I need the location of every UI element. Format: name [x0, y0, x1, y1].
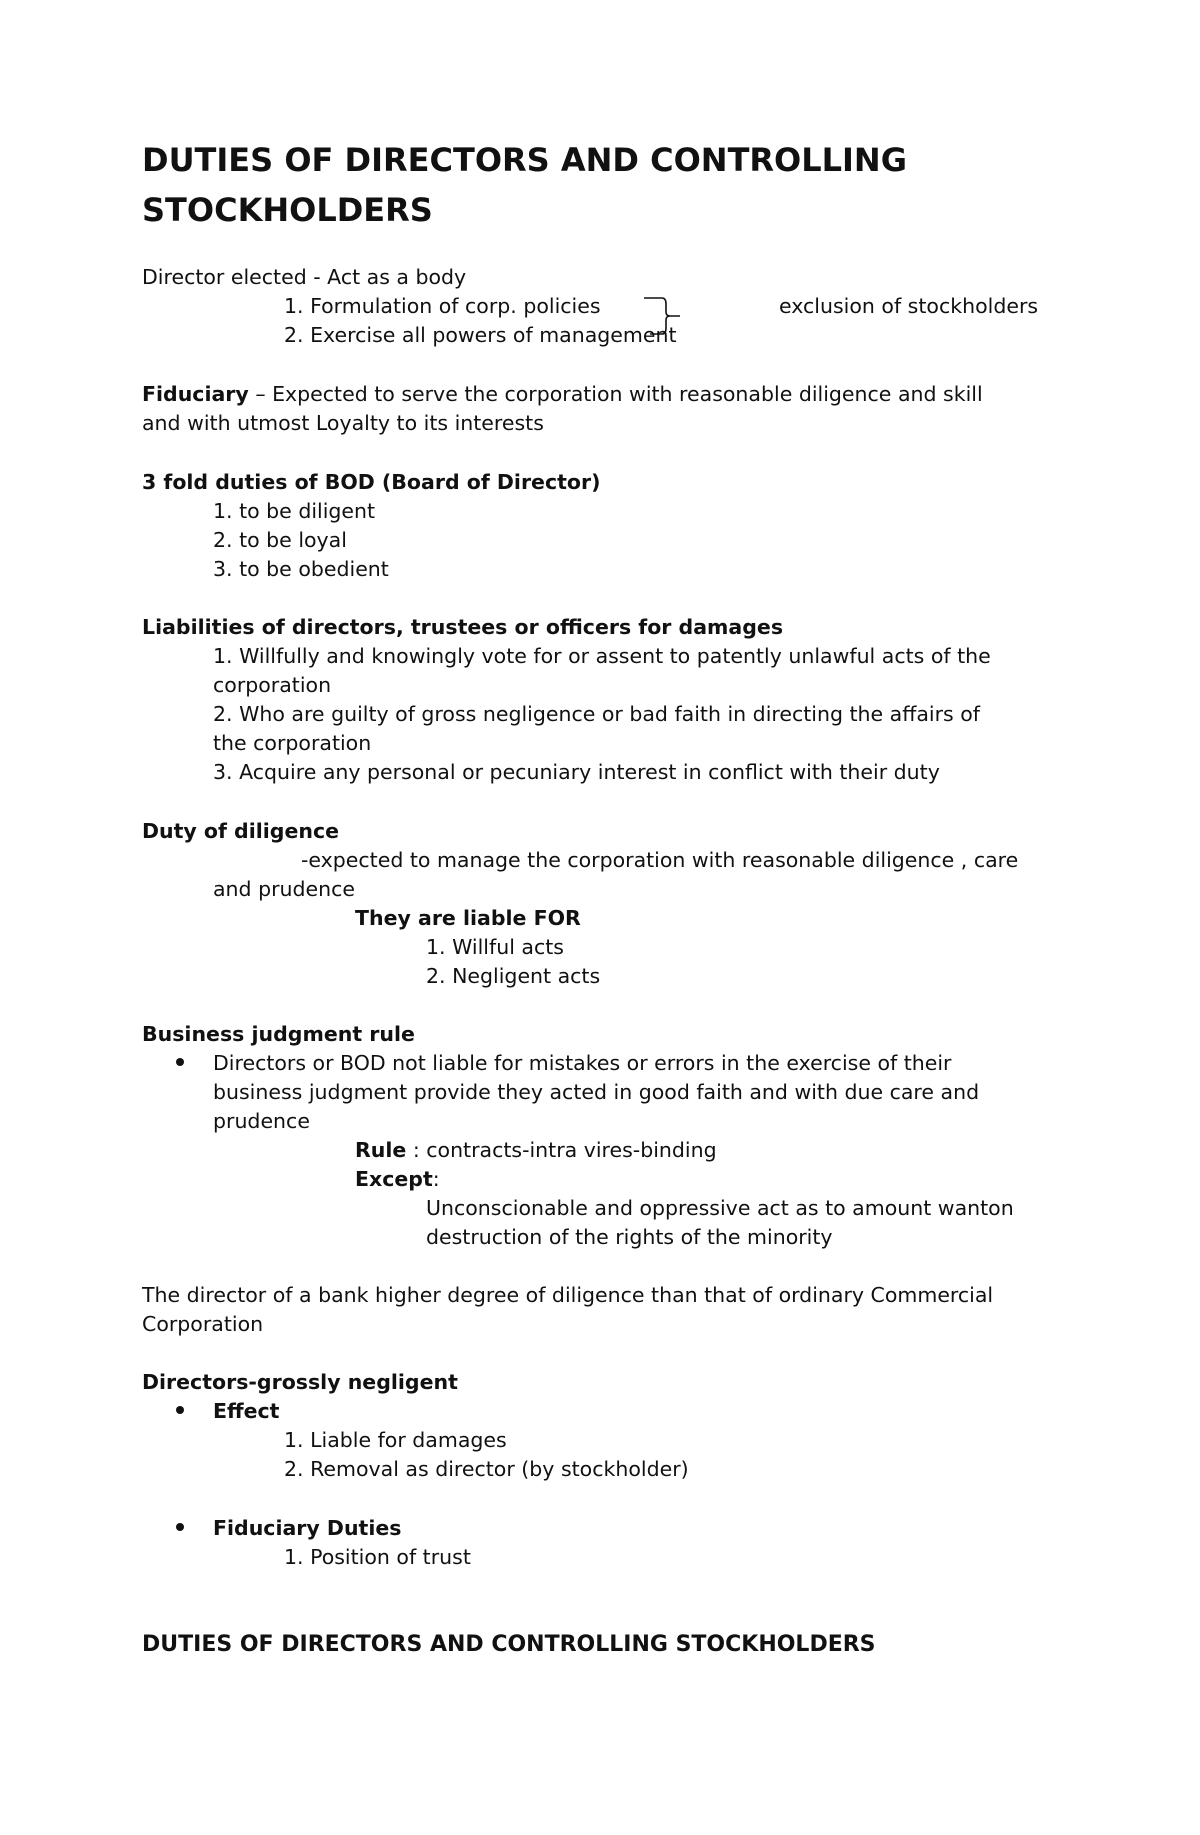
bullet-icon	[176, 1523, 184, 1531]
rule-line	[355, 1136, 717, 1165]
diligence-heading: Duty of diligence	[142, 819, 340, 843]
rule-text: : contracts-intra vires-binding	[406, 1138, 717, 1162]
rule-label: Rule	[355, 1138, 407, 1162]
repeated-section-title: DUTIES OF DIRECTORS AND CONTROLLING STOCKHOLDERS	[142, 1632, 876, 1657]
director-elected-item-1: 1. Formulation of corp. policies	[284, 294, 601, 318]
document-title-line-1: DUTIES OF DIRECTORS AND CONTROLLING	[142, 141, 907, 179]
liable-item-2: 2. Negligent acts	[426, 964, 601, 988]
business-judgment-heading: Business judgment rule	[142, 1022, 415, 1046]
business-judgment-line-1: Directors or BOD not liable for mistakes or errors in the exercise of their	[213, 1051, 952, 1075]
fiduciary-definition: – Expected to serve the corporation with reasonable diligence and skill	[248, 382, 983, 406]
liabilities-line-5: 3. Acquire any personal or pecuniary interest in conflict with their duty	[213, 760, 940, 784]
document-title-line-2: STOCKHOLDERS	[142, 191, 433, 229]
fiduciary-line-2: and with utmost Loyalty to its interests	[142, 411, 544, 435]
director-elected-item-2: 2. Exercise all powers of management	[284, 323, 677, 347]
except-line-1: Unconscionable and oppressive act as to amount wanton	[426, 1196, 1014, 1220]
business-judgment-line-3: prudence	[213, 1109, 310, 1133]
except-line-2: destruction of the rights of the minority	[426, 1225, 833, 1249]
brace-connector-icon	[640, 294, 686, 346]
three-fold-item-2: 2. to be loyal	[213, 528, 347, 552]
bank-line-1: The director of a bank higher degree of diligence than that of ordinary Commercial	[142, 1283, 994, 1307]
bullet-icon	[176, 1058, 184, 1066]
liabilities-line-1: 1. Willfully and knowingly vote for or assent to patently unlawful acts of the	[213, 644, 991, 668]
fiduciary-duties-item-1: 1. Position of trust	[284, 1545, 471, 1569]
liabilities-line-2: corporation	[213, 673, 332, 697]
except-line	[355, 1165, 440, 1194]
fiduciary-term: Fiduciary	[142, 382, 249, 406]
liabilities-line-4: the corporation	[213, 731, 372, 755]
fiduciary-line-1	[142, 380, 983, 409]
fiduciary-duties-label: Fiduciary Duties	[213, 1516, 402, 1540]
liabilities-heading: Liabilities of directors, trustees or officers for damages	[142, 615, 784, 639]
except-colon: :	[432, 1167, 440, 1191]
diligence-line-1: -expected to manage the corporation with reasonable diligence , care	[301, 848, 1019, 872]
liable-item-1: 1. Willful acts	[426, 935, 564, 959]
three-fold-heading: 3 fold duties of BOD (Board of Director)	[142, 470, 601, 494]
effect-item-2: 2. Removal as director (by stockholder)	[284, 1457, 689, 1481]
diligence-line-2: and prudence	[213, 877, 356, 901]
bullet-icon	[176, 1406, 184, 1414]
bank-line-2: Corporation	[142, 1312, 264, 1336]
liable-for-heading: They are liable FOR	[355, 906, 581, 930]
liabilities-line-3: 2. Who are guilty of gross negligence or bad faith in directing the affairs of	[213, 702, 980, 726]
director-elected-heading: Director elected - Act as a body	[142, 265, 467, 289]
except-label: Except	[355, 1167, 433, 1191]
three-fold-item-1: 1. to be diligent	[213, 499, 376, 523]
three-fold-item-3: 3. to be obedient	[213, 557, 389, 581]
brace-note: exclusion of stockholders	[779, 294, 1039, 318]
business-judgment-line-2: business judgment provide they acted in good faith and with due care and	[213, 1080, 980, 1104]
effect-label: Effect	[213, 1399, 280, 1423]
grossly-negligent-heading: Directors-grossly negligent	[142, 1370, 458, 1394]
effect-item-1: 1. Liable for damages	[284, 1428, 507, 1452]
